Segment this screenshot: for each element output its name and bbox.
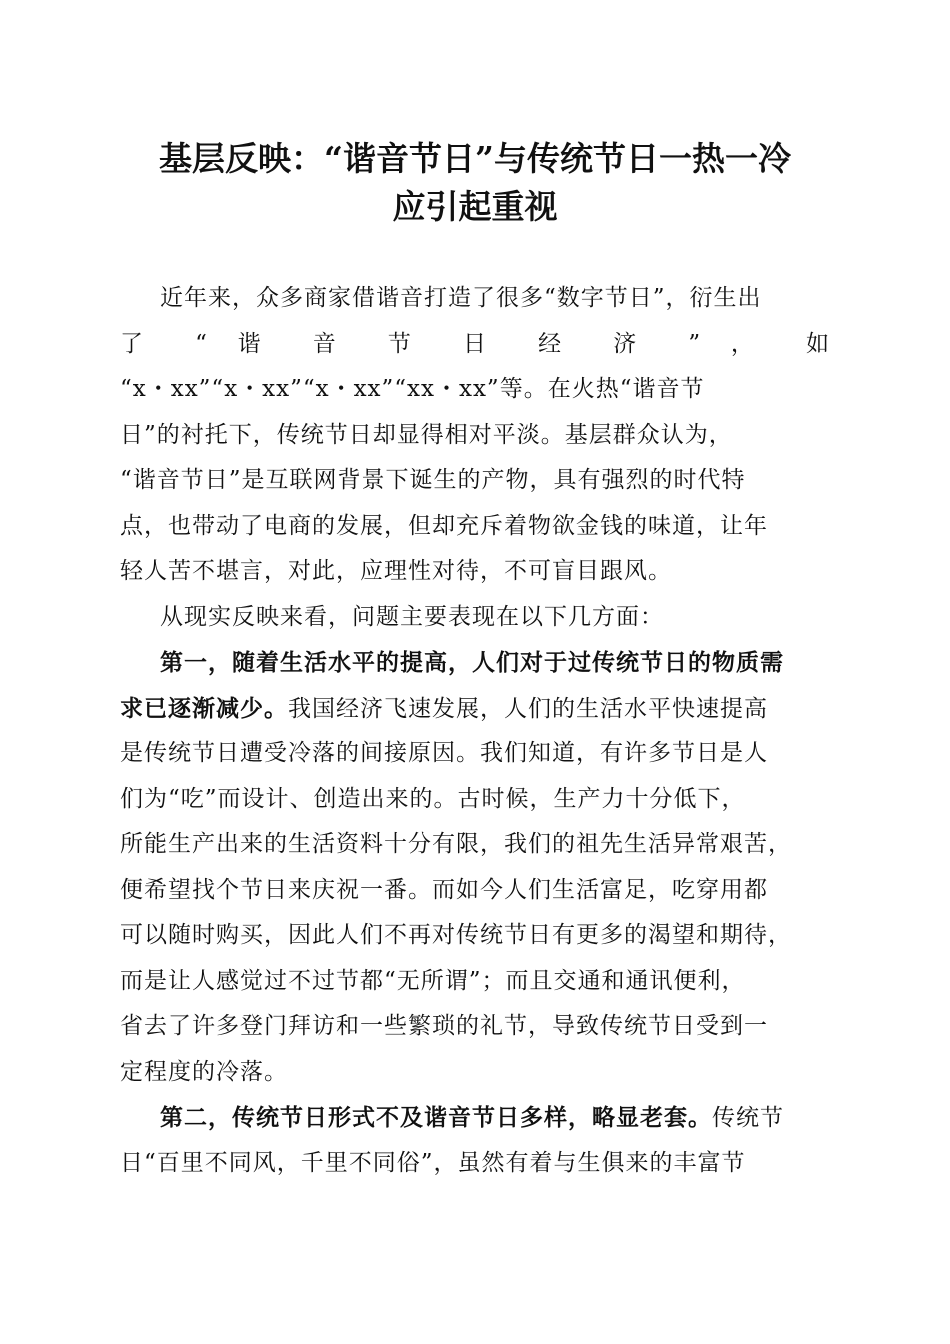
- paragraph-3-line: 们为“吃”而设计、创造出来的。古时候，生产力十分低下，: [120, 785, 746, 812]
- paragraph-4-line: 日“百里不同风，千里不同俗”，虽然有着与生俱来的丰富节: [120, 1149, 746, 1176]
- paragraph-3-line: 所能生产出来的生活资料十分有限，我们的祖先生活异常艰苦，: [120, 831, 792, 857]
- paragraph-3-line: 定程度的冷落。: [120, 1058, 288, 1085]
- document-title-line-2: 应引起重视: [392, 187, 558, 226]
- paragraph-4-text: 传统节: [712, 1105, 784, 1131]
- paragraph-3-line: 便希望找个节日来庆祝一番。而如今人们生活富足，吃穿用都: [120, 876, 768, 903]
- paragraph-3-line: 而是让人感觉过不过节都“无所谓”；而且交通和通讯便利，: [120, 967, 746, 994]
- paragraph-3-line: [120, 686, 830, 732]
- paragraph-3-line: 是传统节日遭受冷落的间接原因。我们知道，有许多节日是人: [120, 740, 768, 766]
- document-body: [120, 276, 830, 1186]
- paragraph-3-line: 省去了许多登门拜访和一些繁琐的礼节，导致传统节日受到一: [120, 1013, 768, 1039]
- paragraph-3-line: 可以随时购买，因此人们不再对传统节日有更多的渴望和期待，: [120, 922, 792, 948]
- paragraph-1-line: “谐音节日”是互联网背景下诞生的产物，具有强烈的时代特: [120, 467, 746, 493]
- paragraph-1-line: 了 “ 谐 音 节 日 经 济 ” ， 如: [120, 330, 830, 357]
- paragraph-3-text: 我国经济飞速发展，人们的生活水平快速提高: [288, 695, 768, 722]
- paragraph-2-line: 从现实反映来看，问题主要表现在以下几方面：: [160, 603, 664, 630]
- paragraph-1-line: 点，也带动了电商的发展，但却充斥着物欲金钱的味道，让年: [120, 512, 768, 539]
- paragraph-4-line: [120, 1095, 830, 1141]
- paragraph-1-line: “x・xx”“x・xx”“x・xx”“xx・xx”等。在火热“谐音节: [120, 376, 705, 402]
- paragraph-1-line: 近年来，众多商家借谐音打造了很多“数字节日”，衍生出: [160, 285, 762, 311]
- paragraph-4-heading: 第二，传统节日形式不及谐音节日多样，略显老套。: [160, 1104, 712, 1131]
- paragraph-1-line: 日”的衬托下，传统节日却显得相对平淡。基层群众认为，: [120, 421, 733, 448]
- paragraph-3-heading-end: 求已逐渐减少。: [120, 694, 288, 722]
- document-title-line-1: 基层反映：“谐音节日”与传统节日一热一冷: [159, 139, 791, 178]
- paragraph-3-heading: 第一，随着生活水平的提高，人们对于过传统节日的物质需: [160, 649, 784, 676]
- paragraph-1-line: 轻人苦不堪言，对此，应理性对待，不可盲目跟风。: [120, 558, 672, 584]
